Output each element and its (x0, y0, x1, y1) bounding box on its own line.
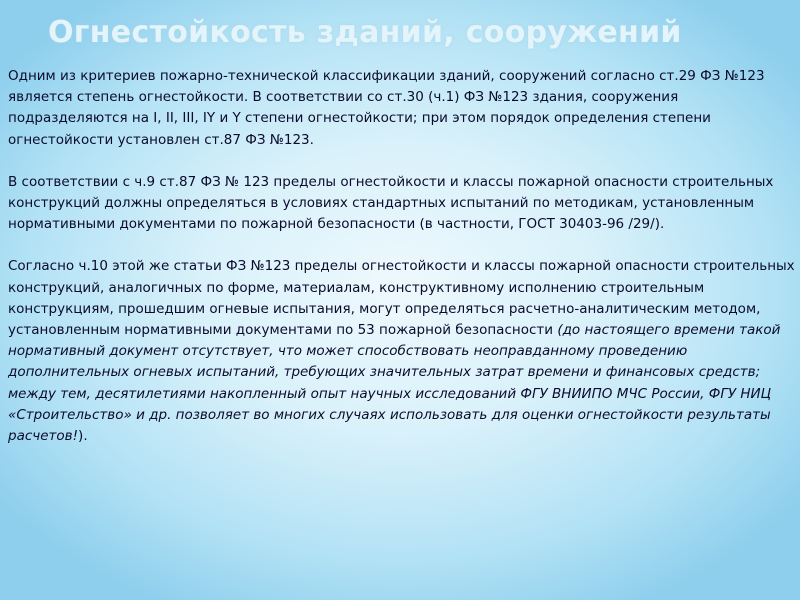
paragraph-italic-note: (до настоящего времени такой нормативный документ отсутствует, что может способствовать неоправданному проведению дополнительных огневых испытаний, требующих значительных затрат времени и финансовых средств; между тем, десятилетиями накопленный опыт научных исследований ФГУ ВНИИПО МЧС России, ФГУ НИЦ «Строительство» и др. позволяет во многих случаях использовать для оценки огнестойкости результаты расчетов! (8, 322, 781, 445)
paragraph-closing: ). (78, 428, 88, 445)
paragraph-classification: Одним из критериев пожарно-технической классификации зданий, сооружений согласно ст.29 ФЗ №123 является степень огнестойкости. В соответствии со ст.30 (ч.1) ФЗ №123 здания, сооружения подразделяются на I, II, III, IY и Y степени огнестойкости; при этом порядок определения степени огнестойкости установлен ст.87 ФЗ №123. (8, 68, 765, 148)
slide-title: Огнестойкость зданий, сооружений (48, 15, 682, 50)
paragraph-calculation-text: Согласно ч.10 этой же статьи ФЗ №123 пределы огнестойкости и классы пожарной опасности строительных конструкций, аналогичных по форме, материалам, конструктивному исполнению строительным конструкциям, прошедшим огневые испытания, могут определяться расчетно-аналитическим методом, установленным нормативными документами по 53 пожарной безопасности (8, 258, 795, 339)
slide-body (8, 66, 796, 447)
paragraph-calculation-method (8, 256, 796, 447)
paragraph-standard-tests: В соответствии с ч.9 ст.87 ФЗ № 123 пределы огнестойкости и классы пожарной опасности строительных конструкций должны определяться в условиях стандартных испытаний по методикам, установленным нормативными документами по пожарной безопасности (в частности, ГОСТ 30403-96 /29/). (8, 173, 774, 233)
